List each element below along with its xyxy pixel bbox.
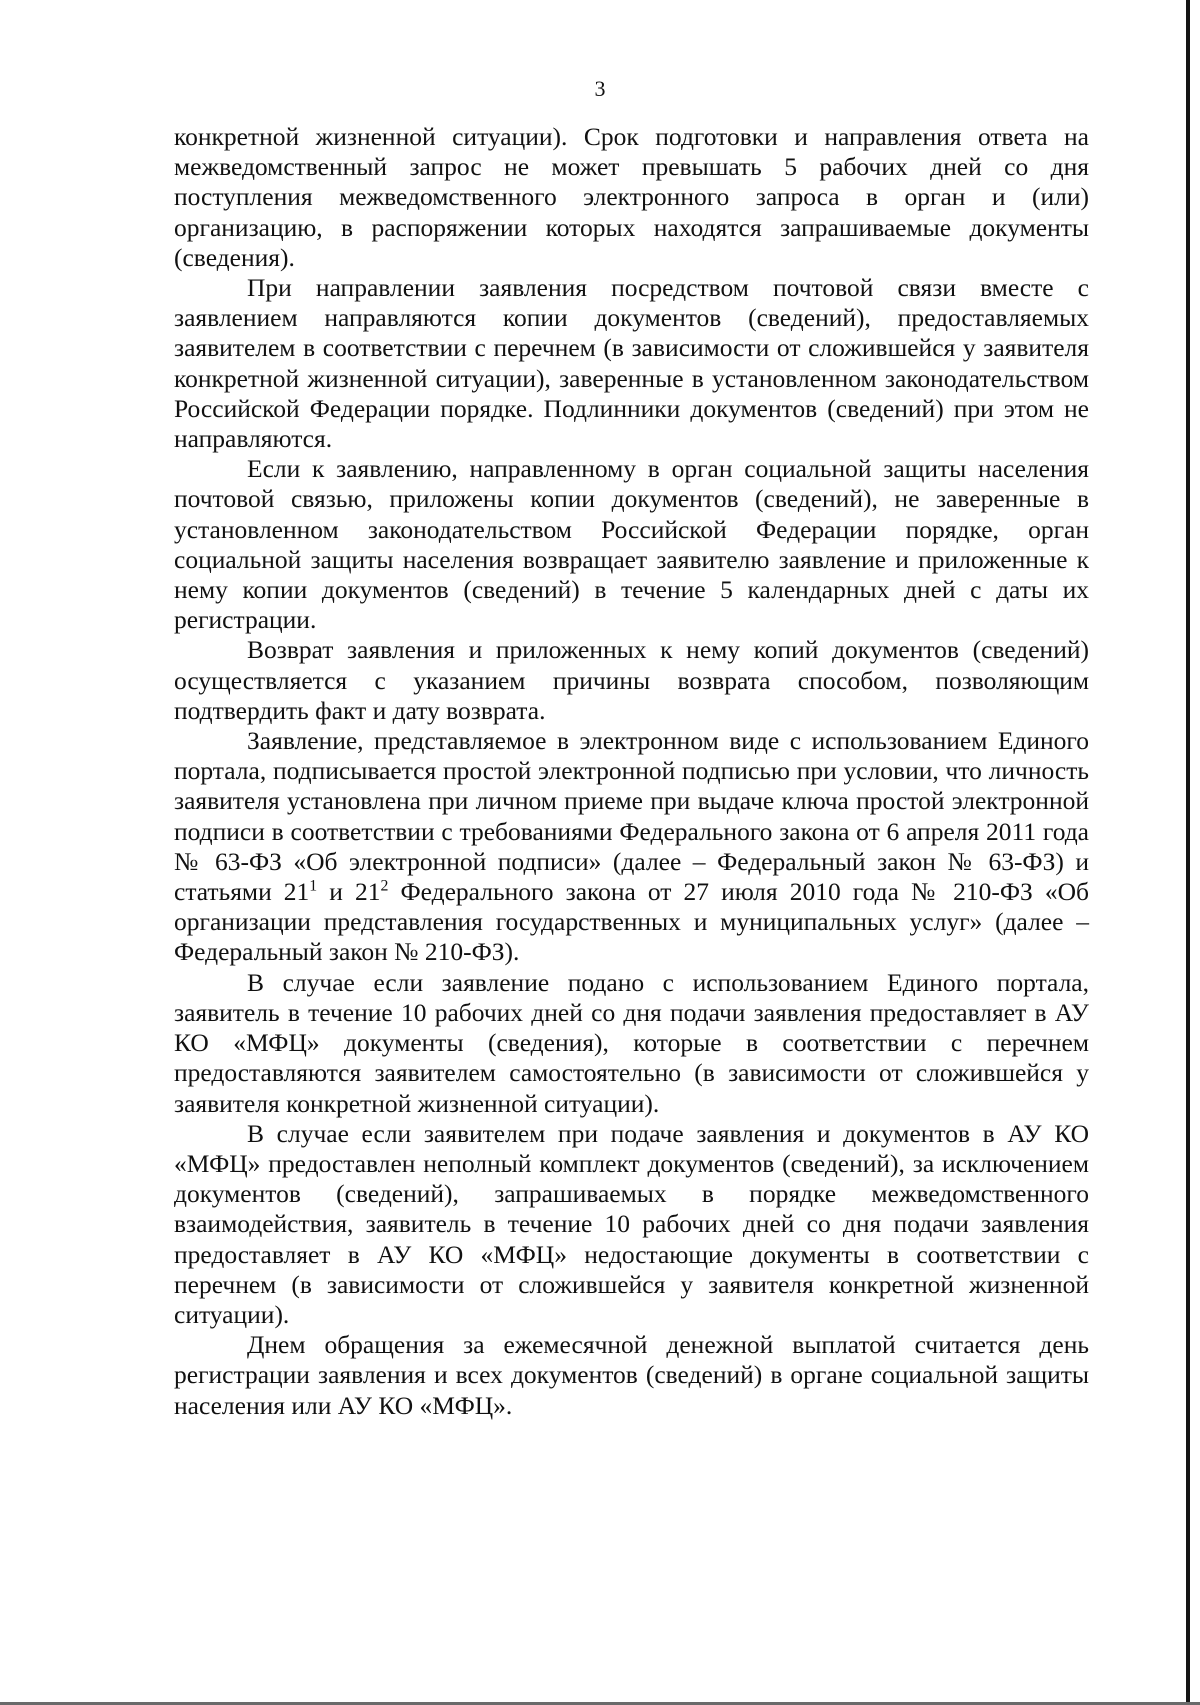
paragraph-text: Если к заявлению, направленному в орган социальной защиты населения почтовой связью, приложены копии документов (сведений), не заверенные в установленном законодательством Российской Федерации порядке, орган социальной защиты населения возвращает заявителю заявление и приложенные к нему копии документов (сведений) в течение 5 календарных дней с даты их регистрации. xyxy=(174,454,1089,635)
paragraph-6 xyxy=(174,968,1089,1119)
paragraph-text: В случае если заявление подано с использованием Единого портала, заявитель в течение 10 рабочих дней со дня подачи заявления предоставляет в АУ КО «МФЦ» документы (сведения), которые в соответствии с перечнем предоставляются заявителем самостоятельно (в зависимости от сложившейся у заявителя конкретной жизненной ситуации). xyxy=(174,967,1089,1118)
paragraph-text: конкретной жизненной ситуации). Срок подготовки и направления ответа на межведомственный запрос не может превышать 5 рабочих дней со дня поступления межведомственного электронного запроса в орган и (или) организацию, в распоряжении которых находятся запрашиваемые документы (сведения). xyxy=(174,122,1089,272)
paragraph-8 xyxy=(174,1330,1089,1421)
paragraph-4 xyxy=(174,635,1089,726)
paragraph-text: Возврат заявления и приложенных к нему копий документов (сведений) осуществляется с указанием причины возврата способом, позволяющим подтвердить факт и дату возврата. xyxy=(174,635,1089,725)
superscript: 2 xyxy=(380,877,389,895)
paragraph-7 xyxy=(174,1119,1089,1330)
superscript: 1 xyxy=(309,877,318,895)
paragraph-text: Федерального закона от 27 июля 2010 года № 210-ФЗ «Об организации представления государственных и муниципальных услуг» (далее – Федеральный закон № 210-ФЗ). xyxy=(174,877,1089,967)
paragraph-1 xyxy=(174,122,1089,273)
paragraph-text: Днем обращения за ежемесячной денежной выплатой считается день регистрации заявления и всех документов (сведений) в органе социальной защиты населения или АУ КО «МФЦ». xyxy=(174,1330,1089,1420)
paragraph-2 xyxy=(174,273,1089,454)
page-number: 3 xyxy=(594,76,606,101)
paragraph-3 xyxy=(174,454,1089,635)
paragraph-5 xyxy=(174,726,1089,968)
page-edge-right xyxy=(1186,0,1190,1705)
paragraph-text: Заявление, представляемое в электронном виде с использованием Единого портала, подписывается простой электронной подписью при условии, что личность заявителя установлена при личном приеме при выдаче ключа простой электронной подписи в соответствии с требованиями Федерального закона от 6 апреля 2011 года № 63-ФЗ «Об электронной подписи» (далее – Федеральный закон № 63-ФЗ) и статьями 21 xyxy=(174,726,1089,907)
paragraph-text: В случае если заявителем при подаче заявления и документов в АУ КО «МФЦ» предоставлен неполный комплект документов (сведений), за исключением документов (сведений), запрашиваемых в порядке межведомственного взаимодействия, заявитель в течение 10 рабочих дней со дня подачи заявления предоставляет в АУ КО «МФЦ» недостающие документы в соответствии с перечнем (в зависимости от сложившейся у заявителя конкретной жизненной ситуации). xyxy=(174,1118,1089,1329)
paragraph-text: и 21 xyxy=(317,877,381,907)
document-body xyxy=(174,122,1089,1421)
paragraph-text: При направлении заявления посредством почтовой связи вместе с заявлением направляются копии документов (сведений), предоставляемых заявителем в соответствии с перечнем (в зависимости от сложившейся у заявителя конкретной жизненной ситуации), заверенные в установленном законодательством Российской Федерации порядке. Подлинники документов (сведений) при этом не направляются. xyxy=(174,273,1089,454)
